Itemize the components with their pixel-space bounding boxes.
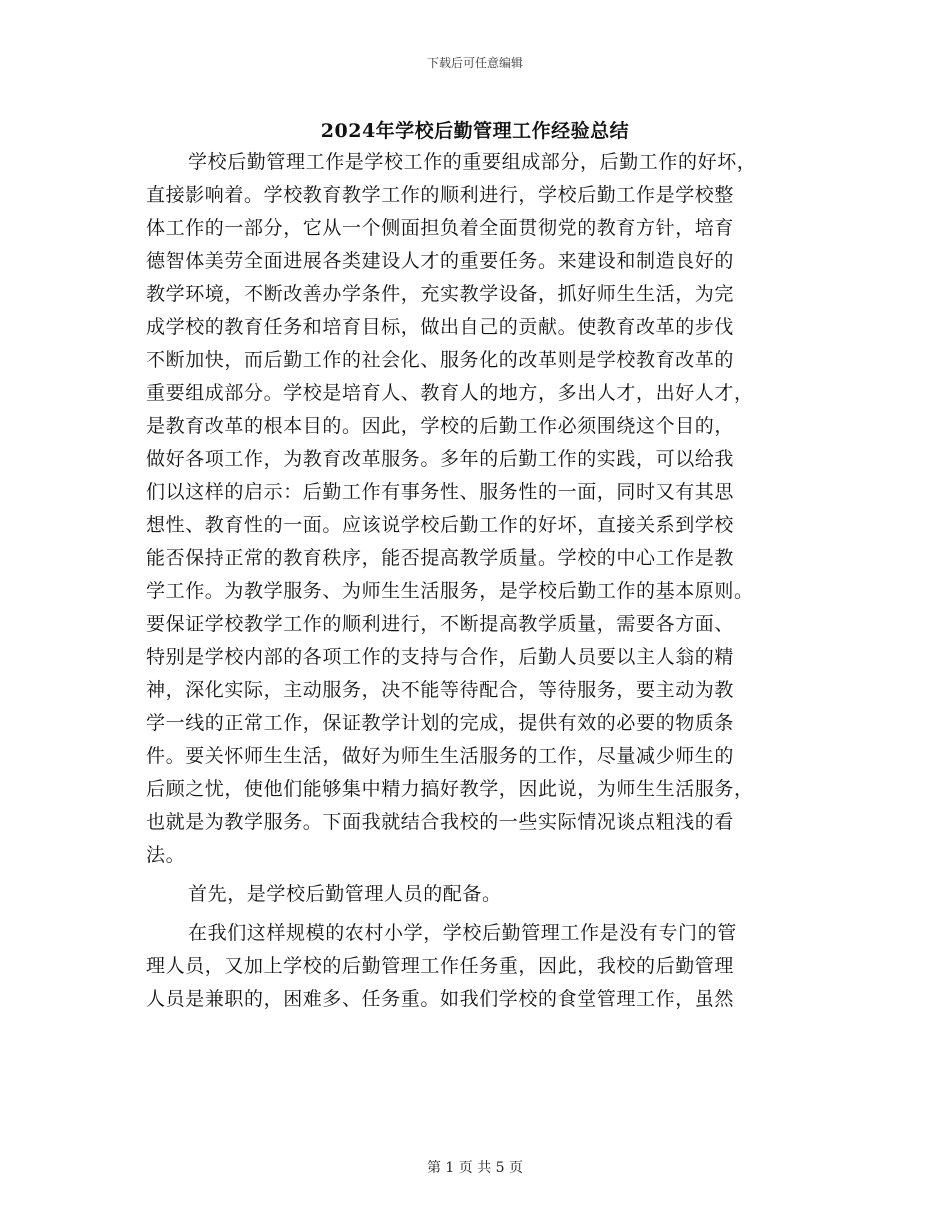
paragraph-line: 学一线的正常工作，保证教学计划的完成，提供有效的必要的物质条 bbox=[146, 712, 735, 734]
document-body bbox=[146, 146, 811, 1016]
paragraph-line: 不断加快，而后勤工作的社会化、服务化的改革则是学校教育改革的 bbox=[146, 349, 735, 371]
paragraph-line: 重要组成部分。学校是培育人、教育人的地方，多出人才，出好人才， bbox=[146, 382, 754, 404]
paragraph-line: 在我们这样规模的农村小学，学校后勤管理工作是没有专门的管 bbox=[188, 922, 737, 944]
paragraph-line: 件。要关怀师生生活，做好为师生生活服务的工作，尽量减少师生的 bbox=[146, 745, 735, 767]
paragraph-line: 学工作。为教学服务、为师生生活服务，是学校后勤工作的基本原则。 bbox=[146, 580, 754, 602]
page-header: 下载后可任意编辑 bbox=[426, 56, 523, 70]
paragraph-line: 学校后勤管理工作是学校工作的重要组成部分，后勤工作的好坏， bbox=[188, 151, 757, 173]
paragraph-line: 成学校的教育任务和培育目标，做出自己的贡献。使教育改革的步伐 bbox=[146, 316, 735, 338]
paragraph-line: 德智体美劳全面进展各类建设人才的重要任务。来建设和制造良好的 bbox=[146, 250, 735, 272]
paragraph-line: 做好各项工作，为教育改革服务。多年的后勤工作的实践，可以给我 bbox=[146, 448, 735, 470]
document-title: 2024年学校后勤管理工作经验总结 bbox=[320, 120, 630, 142]
paragraph-line: 理人员，又加上学校的后勤管理工作任务重，因此，我校的后勤管理 bbox=[146, 955, 735, 977]
paragraph-line: 能否保持正常的教育秩序，能否提高教学质量。学校的中心工作是教 bbox=[146, 547, 735, 569]
paragraph-line: 是教育改革的根本目的。因此，学校的后勤工作必须围绕这个目的， bbox=[146, 415, 735, 437]
page-number-footer: 第 1 页 共 5 页 bbox=[426, 1160, 524, 1176]
paragraph-line: 后顾之忧，使他们能够集中精力搞好教学，因此说，为师生生活服务， bbox=[146, 778, 754, 800]
paragraph-line: 教学环境，不断改善办学条件，充实教学设备，抓好师生生活，为完 bbox=[146, 283, 735, 305]
paragraph-line: 体工作的一部分，它从一个侧面担负着全面贯彻党的教育方针，培育 bbox=[146, 217, 735, 239]
paragraph-line: 想性、教育性的一面。应该说学校后勤工作的好坏，直接关系到学校 bbox=[146, 514, 735, 536]
paragraph-line: 也就是为教学服务。下面我就结合我校的一些实际情况谈点粗浅的看 bbox=[146, 811, 735, 833]
paragraph-line: 人员是兼职的，困难多、任务重。如我们学校的食堂管理工作，虽然 bbox=[146, 988, 735, 1010]
paragraph-line: 们以这样的启示：后勤工作有事务性、服务性的一面，同时又有其思 bbox=[146, 481, 735, 503]
paragraph-line: 法。 bbox=[146, 844, 186, 866]
section-heading-line: 首先，是学校后勤管理人员的配备。 bbox=[188, 883, 502, 905]
paragraph-line: 特别是学校内部的各项工作的支持与合作，后勤人员要以主人翁的精 bbox=[146, 646, 735, 668]
paragraph-line: 直接影响着。学校教育教学工作的顺利进行，学校后勤工作是学校整 bbox=[146, 184, 735, 206]
paragraph-line: 要保证学校教学工作的顺利进行，不断提高教学质量，需要各方面、 bbox=[146, 613, 735, 635]
paragraph-line: 神，深化实际，主动服务，决不能等待配合，等待服务，要主动为教 bbox=[146, 679, 735, 701]
